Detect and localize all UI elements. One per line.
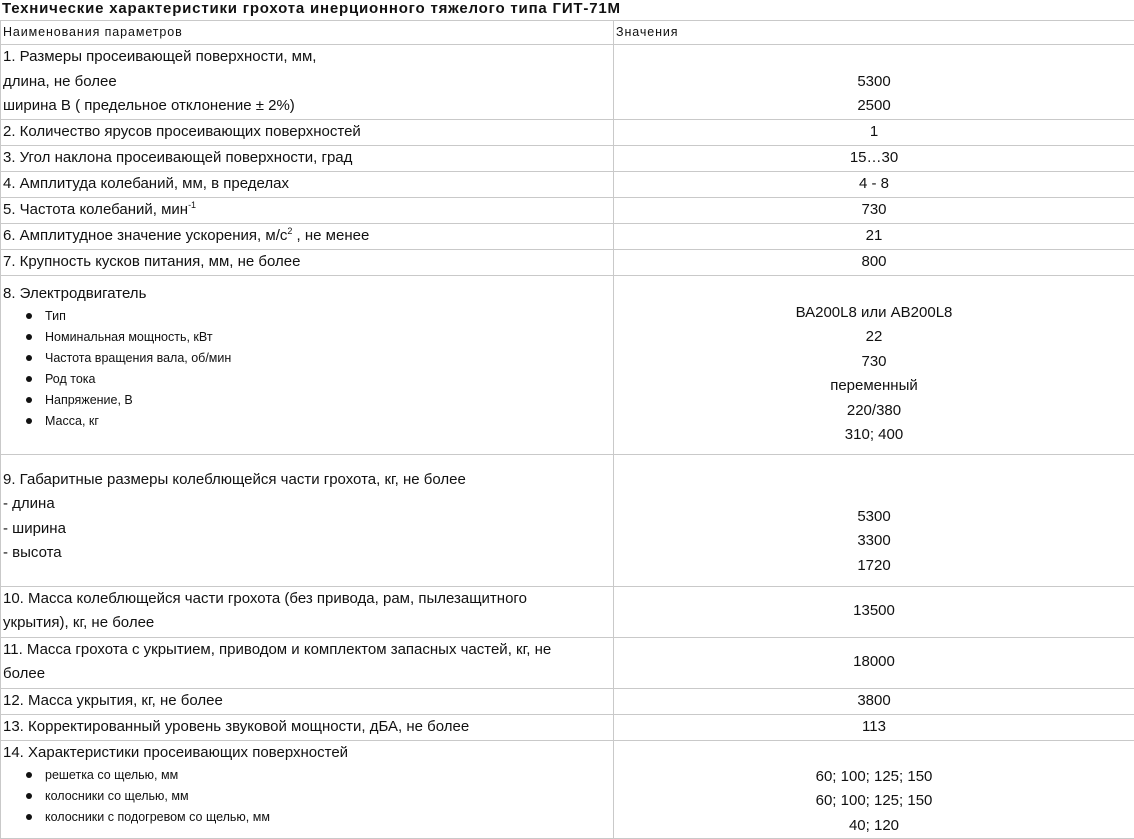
row-value: ВА200L8 или АВ200L8 [614,301,1134,326]
row-label: 3. Угол наклона просеивающей поверхности, град [3,146,613,171]
table-row [1,454,1134,586]
list-item: решетка со щелью, мм [3,765,613,786]
table-row [1,586,1134,637]
row-label: 6. Амплитудное значение ускорения, м/с [3,227,287,244]
list-item: Масса, кг [3,411,613,432]
row-label: - ширина [3,517,613,542]
table-row [1,714,1134,740]
row-label: 9. Габаритные размеры колеблющейся части грохота, кг, не более [3,468,613,493]
table-row [1,145,1134,171]
table-row [1,197,1134,223]
row-value: 2500 [614,94,1134,119]
row-label-suffix: , не менее [292,227,369,244]
list-item: Номинальная мощность, кВт [3,327,613,348]
list-item: колосники с подогревом со щелью, мм [3,807,613,828]
row-value: 4 - 8 [614,172,1134,197]
row-value: 60; 100; 125; 150 [614,765,1134,790]
row-label: 8. Электродвигатель [3,282,613,307]
row-label: 11. Масса грохота с укрытием, приводом и комплектом запасных частей, кг, не [3,638,613,663]
row-value: переменный [614,374,1134,399]
superscript: -1 [188,200,196,210]
row-label: 1. Размеры просеивающей поверхности, мм, [3,45,613,70]
table-row [1,740,1134,839]
row-label: 10. Масса колеблющейся части грохота (без привода, рам, пылезащитного [3,587,613,612]
row-label: 12. Масса укрытия, кг, не более [3,689,613,714]
list-item: Род тока [3,369,613,390]
row-label: 14. Характеристики просеивающих поверхностей [3,741,613,766]
row-value: 21 [614,224,1134,249]
row-value: 730 [614,350,1134,375]
row-value: 800 [614,250,1134,275]
row-value: 730 [614,198,1134,223]
row-label: 2. Количество ярусов просеивающих поверхностей [3,120,613,145]
header-value: Значения [614,21,1134,45]
row-value: 3300 [614,529,1134,554]
list-item: Частота вращения вала, об/мин [3,348,613,369]
row-label: 7. Крупность кусков питания, мм, не более [3,250,613,275]
row-value: 310; 400 [614,423,1134,448]
row-value: 5300 [614,505,1134,530]
document-title: Технические характеристики грохота инерционного тяжелого типа ГИТ-71М [2,0,621,18]
row-label: 13. Корректированный уровень звуковой мощности, дБА, не более [3,715,613,740]
row-label: - длина [3,492,613,517]
row-value: 5300 [614,70,1134,95]
table-row [1,637,1134,688]
table-header-row [1,21,1134,45]
row-label: длина, не более [3,70,613,95]
row-value: 113 [614,715,1134,740]
row-value: 220/380 [614,399,1134,424]
row-value: 1720 [614,554,1134,579]
table-row [1,171,1134,197]
row-label: - высота [3,541,613,566]
row-value: 40; 120 [614,814,1134,839]
table-row [1,45,1134,120]
row-label: 5. Частота колебаний, мин [3,201,188,218]
row-value: 60; 100; 125; 150 [614,789,1134,814]
header-param: Наименования параметров [1,21,614,45]
table-row [1,223,1134,249]
list-item: Напряжение, В [3,390,613,411]
row-label: более [3,662,613,687]
row-label: ширина B ( предельное отклонение ± 2%) [3,94,613,119]
row-value: 15…30 [614,146,1134,171]
row-value: 18000 [614,650,1134,675]
specifications-table [0,20,1134,839]
row-label: укрытия), кг, не более [3,611,613,636]
table-row [1,119,1134,145]
row-value: 1 [614,120,1134,145]
list-item: Тип [3,306,613,327]
table-row [1,688,1134,714]
row-label: 4. Амплитуда колебаний, мм, в пределах [3,172,613,197]
table-row [1,249,1134,275]
row-value: 3800 [614,689,1134,714]
row-value: 13500 [614,599,1134,624]
table-row [1,275,1134,454]
list-item: колосники со щелью, мм [3,786,613,807]
row-value: 22 [614,325,1134,350]
superscript: 2 [287,226,292,236]
